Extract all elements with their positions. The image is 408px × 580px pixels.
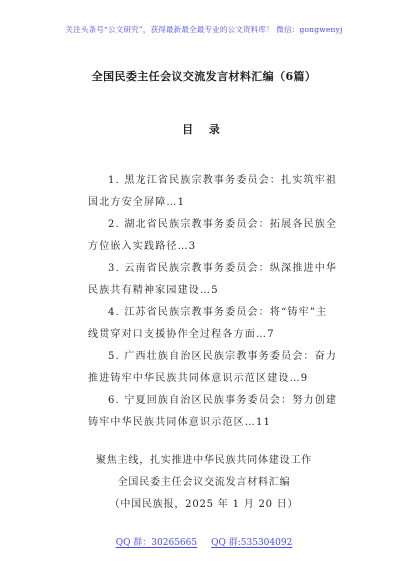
closing-line-title: 全国民委主任会议交流发言材料汇编 [117,477,291,488]
toc-item: 5. 广西壮族自治区民族宗教事务委员会：奋力推进铸牢中华民族共同体意识示范区建设…9 [88,351,338,384]
toc-item: 2. 湖北省民族宗教事务委员会：拓展各民族全方位嵌入实践路径…3 [88,219,338,252]
qq-group-2-link[interactable]: QQ 群:535304092 [211,538,293,548]
toc-item: 1. 黑龙江省民族宗教事务委员会：扎实筑牢祖国北方安全屏障…1 [88,175,338,208]
closing-line-source: （中国民族报，2025 年 1 月 20 日） [109,499,299,510]
toc-heading: 目 录 [182,123,226,136]
closing-block [0,450,408,516]
header-banner: 关注头条号“公文研究”，获得最新最全最专业的公文资料库！ 微信：gongwenyj [65,25,343,34]
table-of-contents [88,170,338,434]
toc-item: 6. 宁夏回族自治区民族事务委员会：努力创建铸牢中华民族共同体意识示范区…11 [88,395,338,428]
toc-item: 3. 云南省民族宗教事务委员会：纵深推进中华民族共有精神家园建设…5 [88,263,338,296]
toc-item: 4. 江苏省民族宗教事务委员会：将“铸牢”主线贯穿对口支援协作全过程各方面…7 [88,307,328,340]
closing-line-theme: 聚焦主线，扎实推进中华民族共同体建设工作 [96,455,312,466]
footer-contact [0,535,408,548]
document-title: 全国民委主任会议交流发言材料汇编（6篇） [91,70,317,83]
qq-group-1-link[interactable]: QQ 群：30265665 [115,538,198,548]
